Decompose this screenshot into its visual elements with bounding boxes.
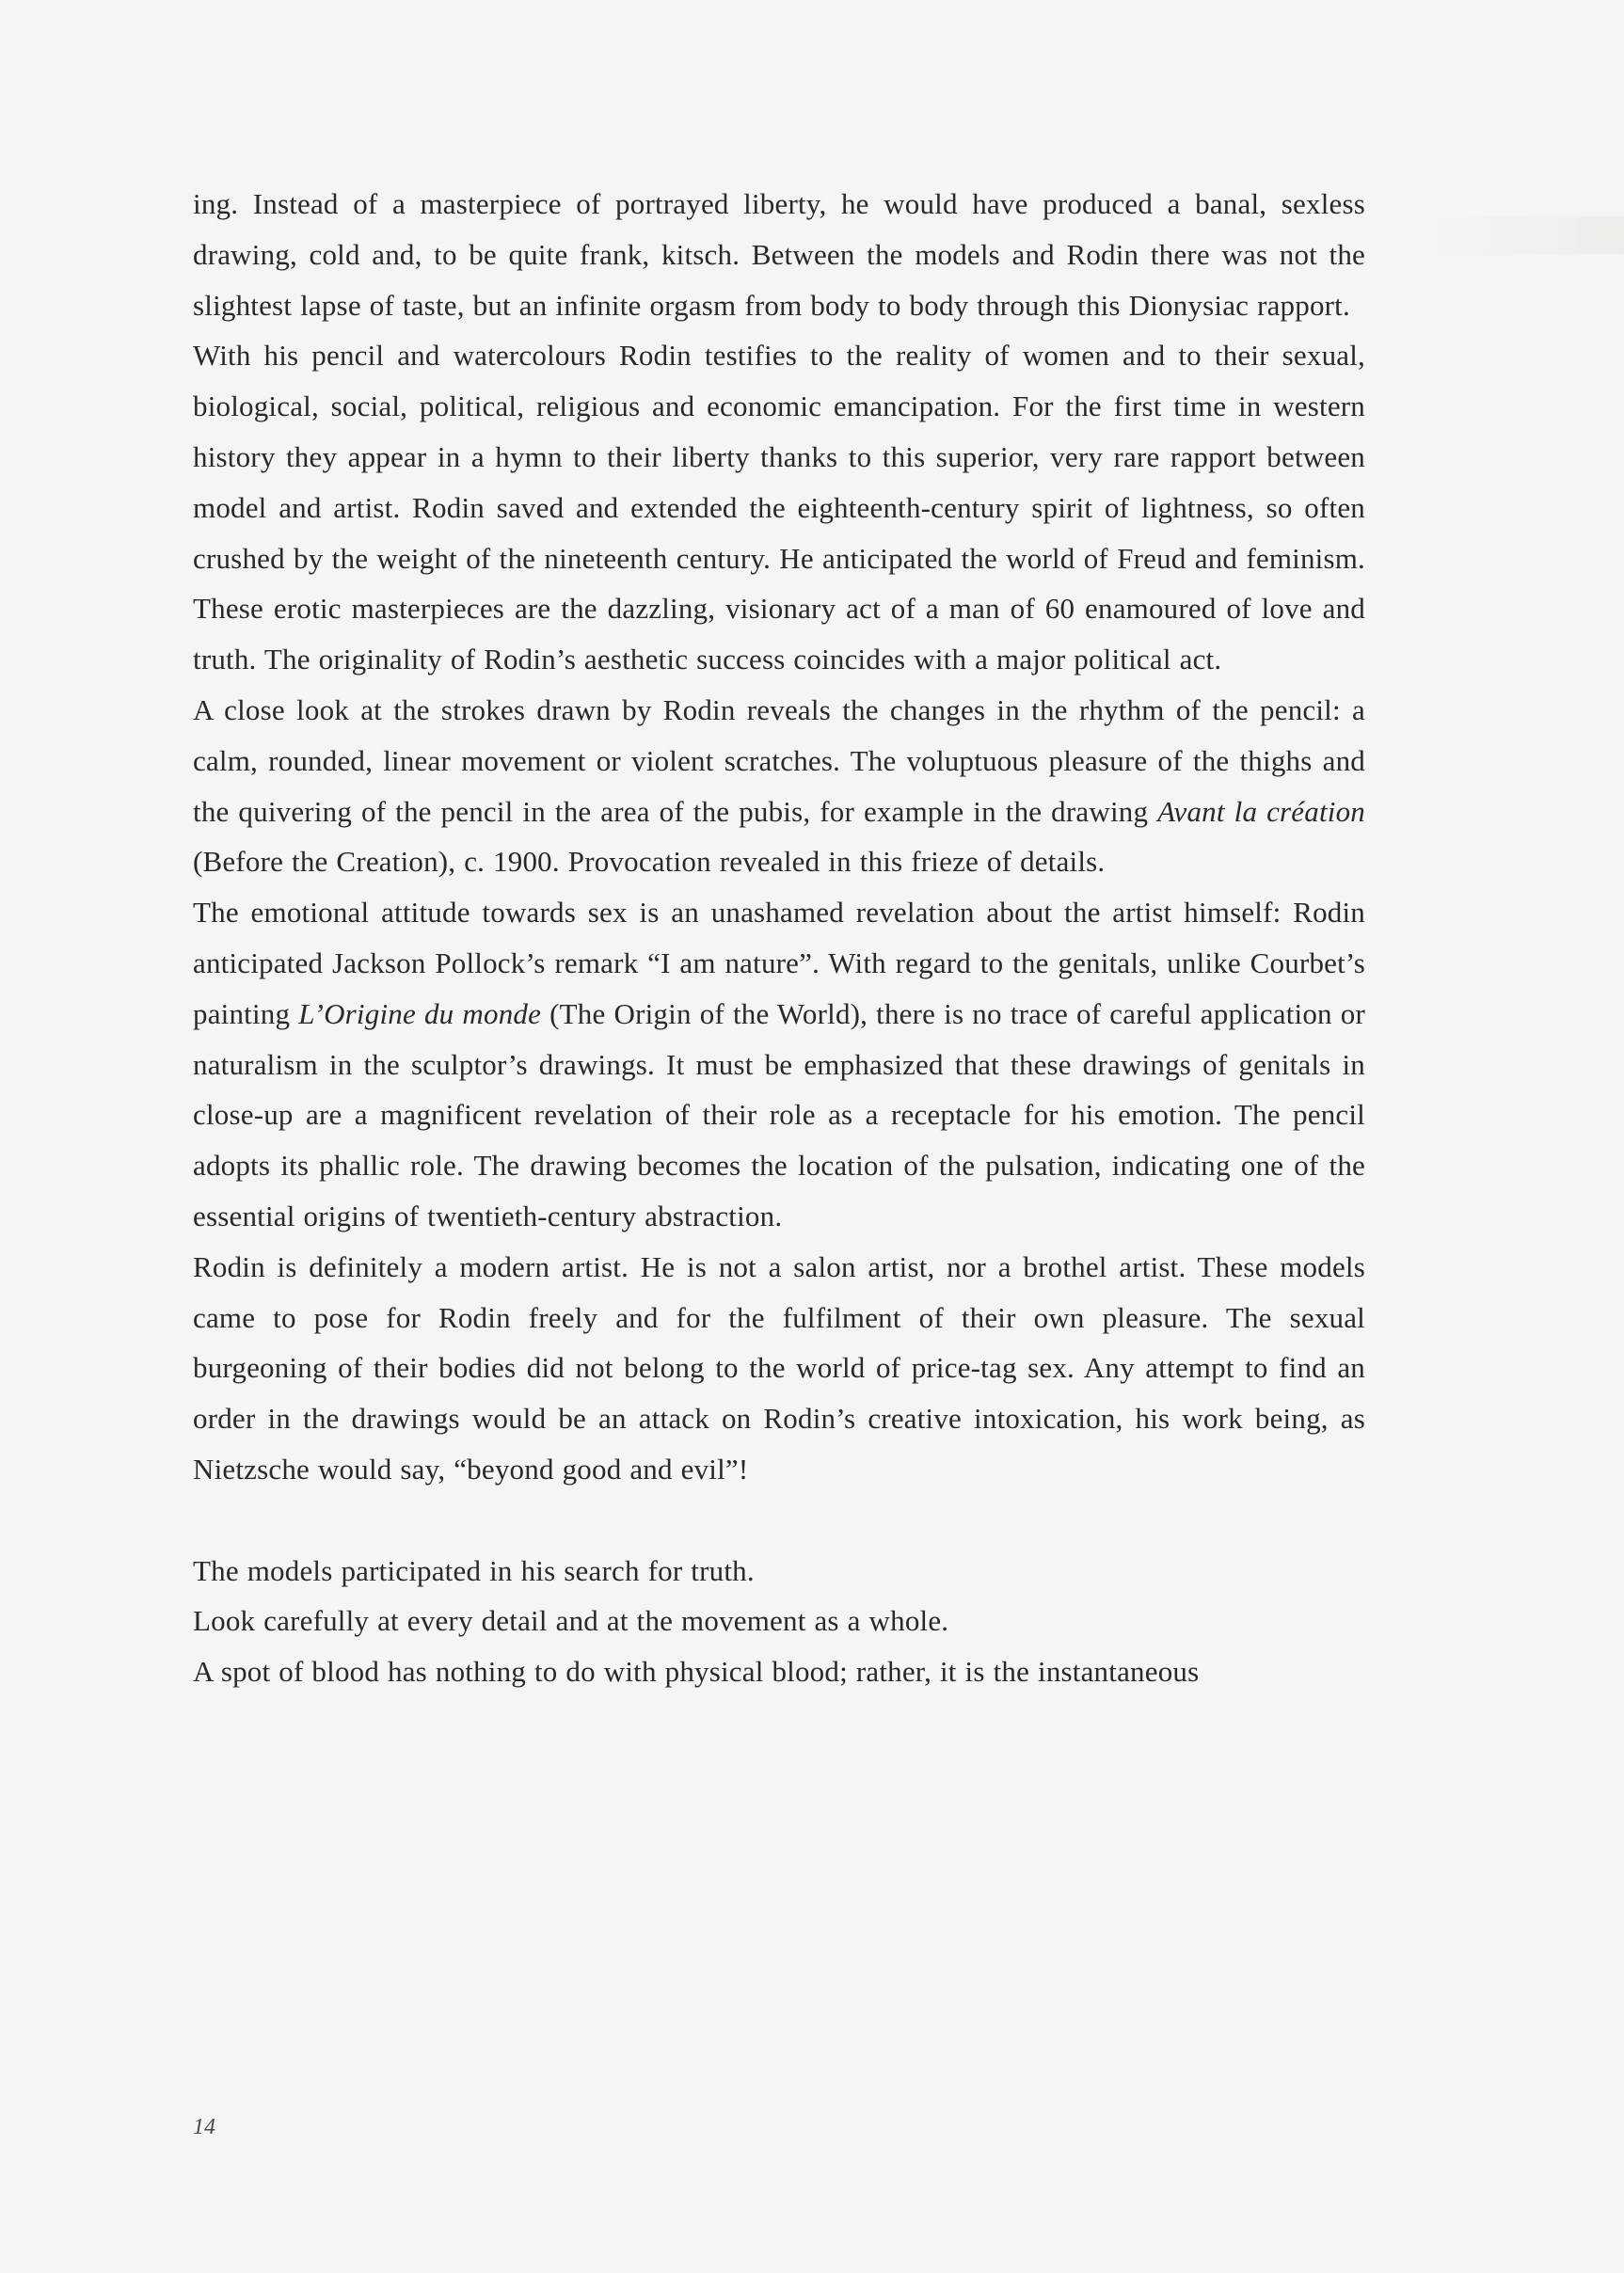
text-segment: (Before the Creation), c. 1900. Provocation revealed in this frieze of details.	[193, 845, 1106, 879]
artwork-title: L’Origine du monde	[298, 996, 542, 1030]
paragraph	[193, 1596, 1365, 1646]
paragraph	[193, 179, 1365, 330]
text-segment: A close look at the strokes drawn by Rodin reveals the changes in the rhythm of the pencil: a calm, rounded, linear movement or violent scratches. The voluptuous pleasure of the thighs and the quivering of the pencil in the area of the pubis, for example in the drawing	[193, 692, 1365, 828]
paragraph	[193, 1646, 1365, 1697]
text-segment: With his pencil and watercolours Rodin testifies to the reality of women and to their sexual, biological, social, political, religious and economic emancipation. For the first time in western history they appear in a hymn to their liberty thanks to this superior, very rare rapport between model and artist. Rodin saved and extended the eighteenth-century spirit of lightness, so often crushed by the weight of the nineteenth century. He anticipated the world of Freud and feminism. These erotic masterpieces are the dazzling, visionary act of a man of 60 enamoured of love and truth. The originality of Rodin’s aesthetic success coincides with a major political act.	[193, 339, 1365, 676]
body-text	[193, 179, 1365, 1697]
paragraph	[193, 887, 1365, 1242]
artwork-title: Avant la création	[1157, 794, 1365, 828]
text-segment: Rodin is definitely a modern artist. He is not a salon artist, nor a brothel artist. These models came to pose for Rodin freely and for the fulfilment of their own pleasure. The sexual burgeoning of their bodies did not belong to the world of price-tag sex. Any attempt to find an order in the drawings would be an attack on Rodin’s creative intoxication, his work being, as Nietzsche would say, “beyond good and evil”!	[193, 1249, 1365, 1486]
text-segment: The models participated in his search for truth.	[193, 1553, 755, 1587]
paragraph	[193, 1546, 1365, 1597]
page-number: 14	[193, 2115, 215, 2139]
paragraph	[193, 1242, 1365, 1495]
paragraph	[193, 685, 1365, 887]
text-segment: (The Origin of the World), there is no trace of careful application or naturalism in the sculptor’s drawings. It must be emphasized that these drawings of genitals in close-up are a magnificent revelation of their role as a receptacle for his emotion. The pencil adopts its phallic role. The drawing becomes the location of the pulsation, indicating one of the essential origins of twentieth-century abstraction.	[193, 996, 1365, 1232]
text-segment: A spot of blood has nothing to do with physical blood; rather, it is the instantaneous	[193, 1655, 1200, 1689]
bleed-through-shadow	[1430, 216, 1624, 254]
text-segment: Look carefully at every detail and at the movement as a whole.	[193, 1604, 949, 1638]
text-segment: ing. Instead of a masterpiece of portrayed liberty, he would have produced a banal, sexless drawing, cold and, to be quite frank, kitsch. Between the models and Rodin there was not the slightest lapse of taste, but an infinite orgasm from body to body through this Dionysiac rapport.	[193, 187, 1365, 322]
text-segment: The emotional attitude towards sex is an unashamed revelation about the artist himself: Rodin anticipated Jackson Pollock’s remark “I am nature”. With regard to the genitals, unlike Courbet’s painting	[193, 896, 1365, 1030]
paragraph	[193, 330, 1365, 685]
